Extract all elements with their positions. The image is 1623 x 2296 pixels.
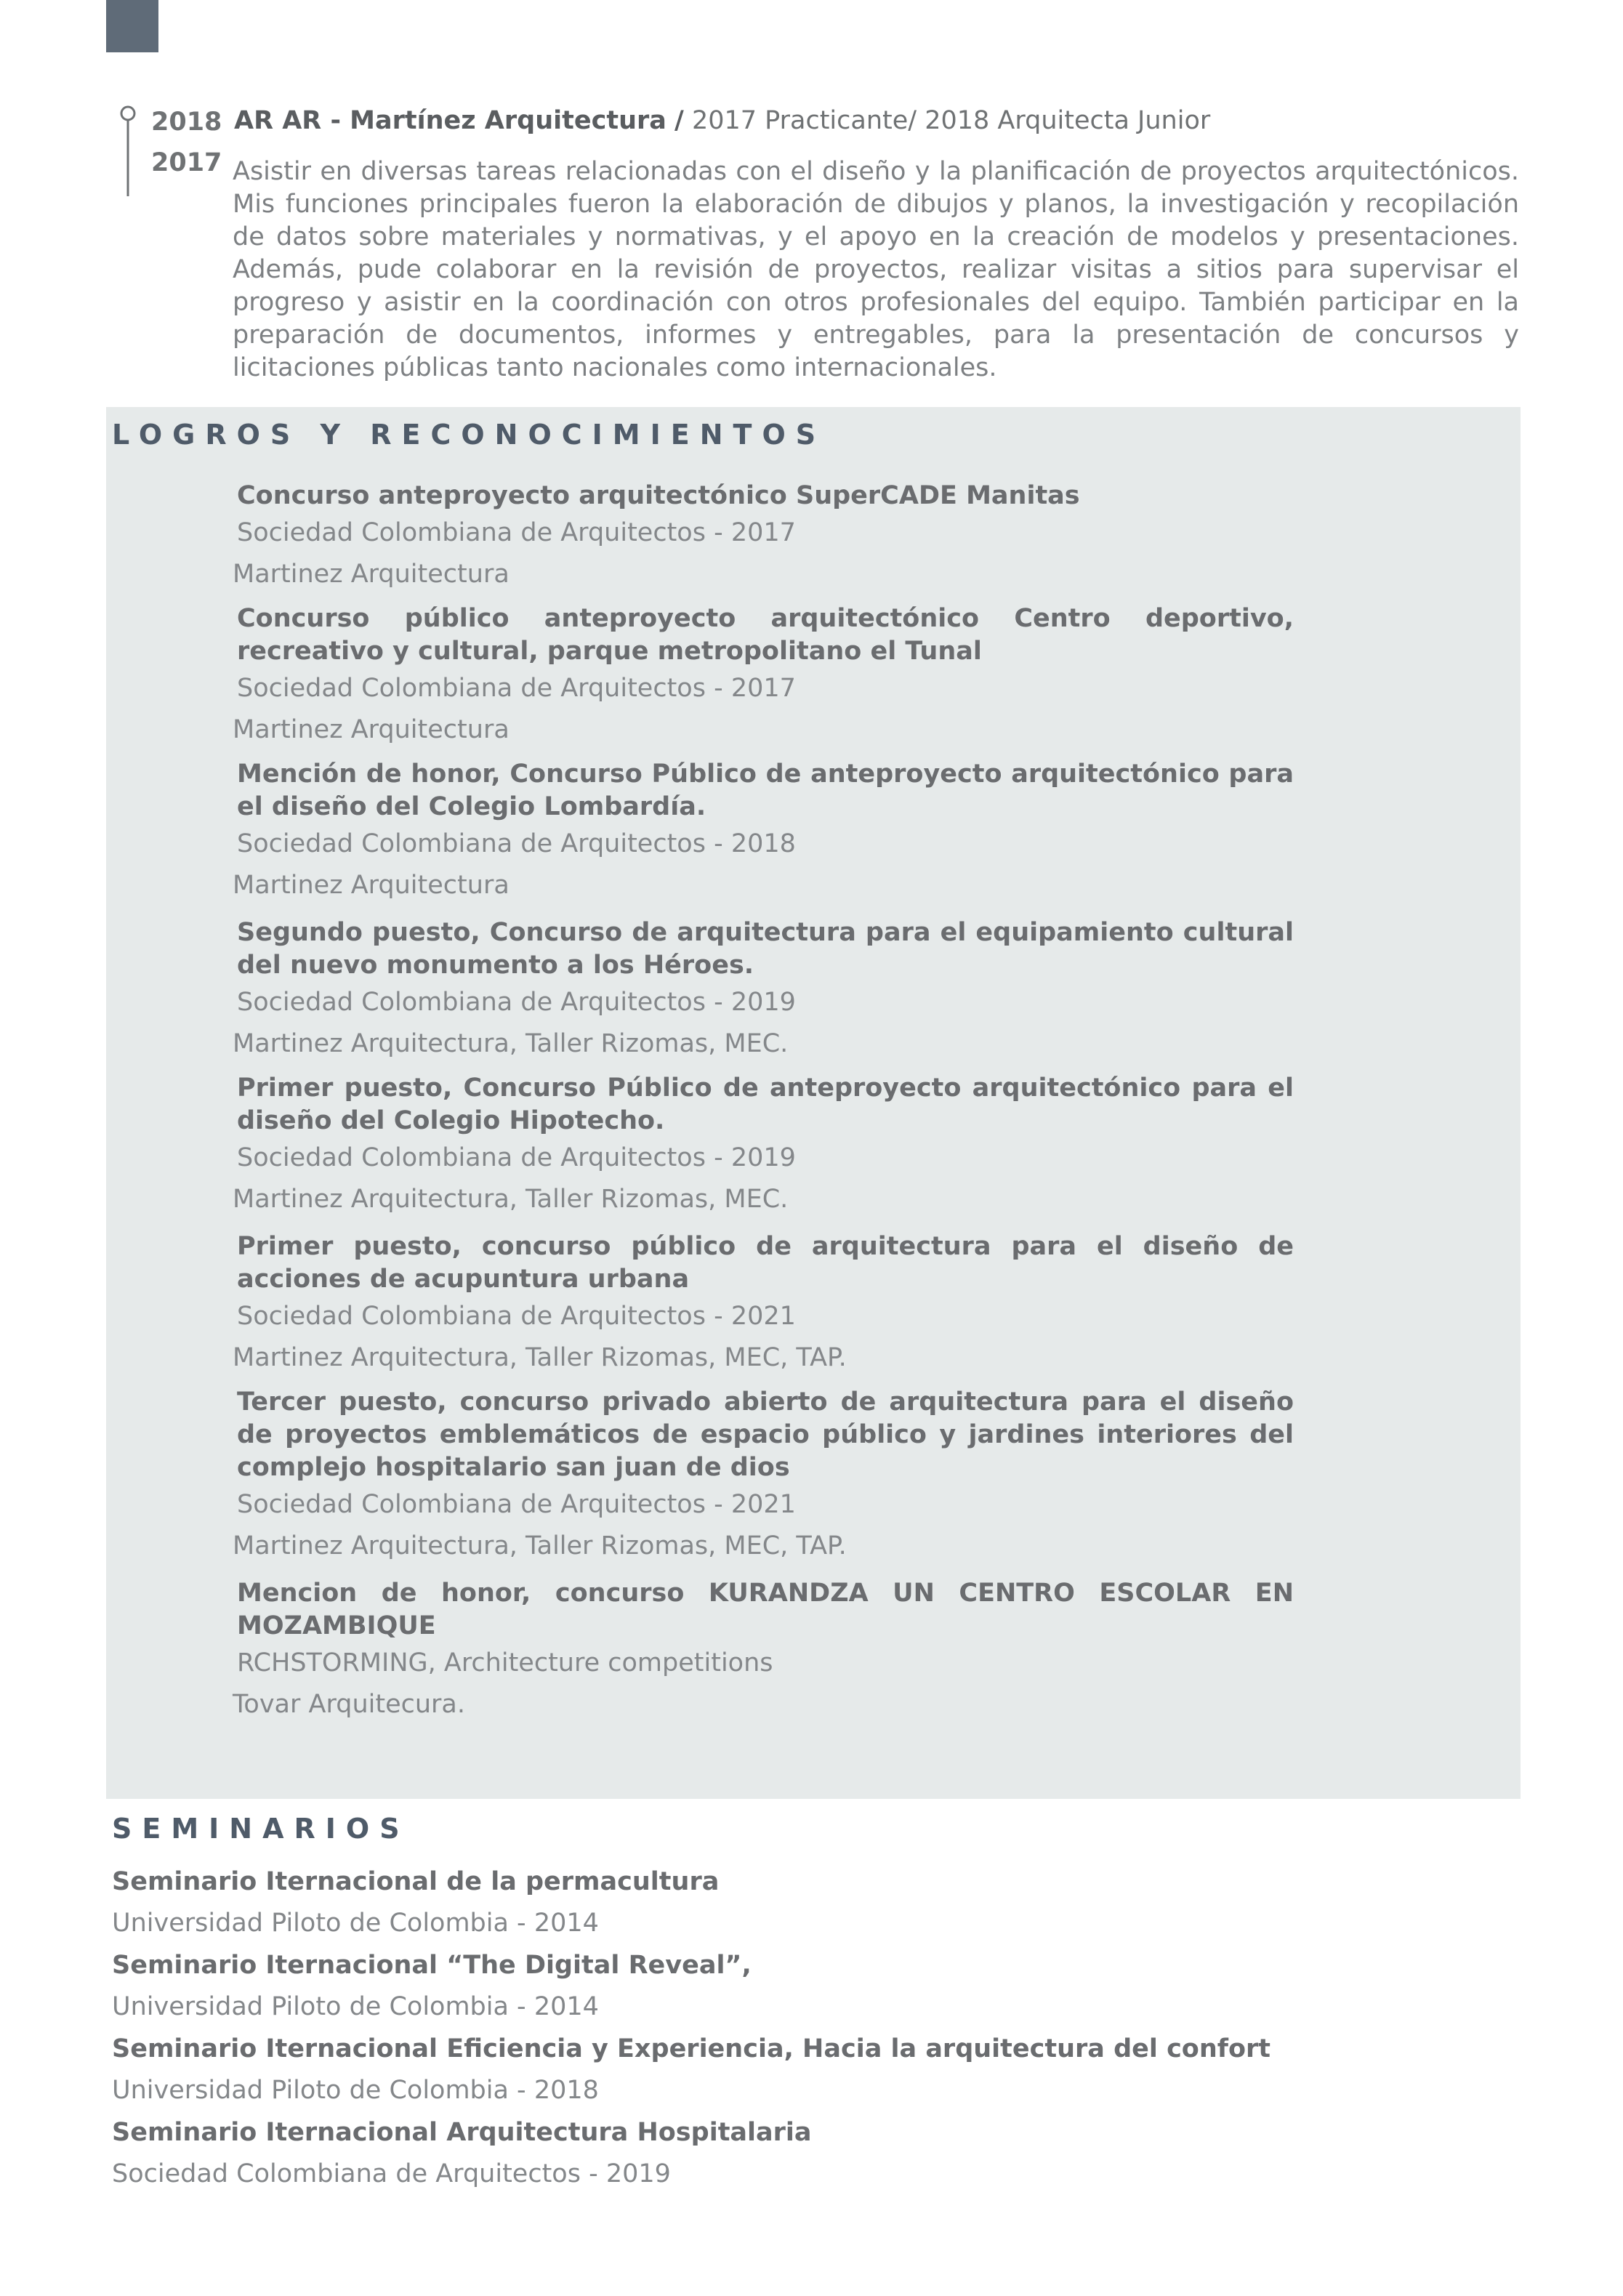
achievement-organization: Sociedad Colombiana de Arquitectos - 2021	[237, 1302, 796, 1331]
achievement-team: Martinez Arquitectura, Taller Rizomas, MEC.	[233, 1185, 789, 1214]
seminars-heading: SEMINARIOS	[112, 1813, 410, 1845]
achievement-title: Segundo puesto, Concurso de arquitectura para el equipamiento cultural del nuevo monumento a los Héroes.	[237, 918, 1294, 980]
achievement-organization: Sociedad Colombiana de Arquitectos - 2021	[237, 1490, 796, 1519]
seminar-title: Seminario Iternacional “The Digital Reveal”,	[112, 1951, 752, 1980]
experience-separator: /	[674, 106, 684, 135]
achievement-team: Martinez Arquitectura, Taller Rizomas, MEC.	[233, 1029, 789, 1058]
seminar-organization: Universidad Piloto de Colombia - 2018	[112, 2076, 599, 2105]
achievement-title: Primer puesto, Concurso Público de anteproyecto arquitectónico para el diseño del Colegio Hipotecho.	[237, 1074, 1294, 1135]
experience-description: Asistir en diversas tareas relacionadas con el diseño y la planificación de proyectos arquitectónicos. Mis funciones principales fueron la elaboración de dibujos y planos, la investigación y recopilación de datos sobre materiales y normativas, y el apoyo en la creación de modelos y presentaciones. Además, pude colaborar en la revisión de proyectos, realizar visitas a sitios para supervisar el progreso y asistir en la coordinación con otros profesionales del equipo. También participar en la preparación de documentos, informes y entregables, para la presentación de concursos y licitaciones públicas tanto nacionales como internacionales.	[233, 157, 1519, 382]
timeline-marker-icon	[119, 105, 137, 199]
seminar-organization: Sociedad Colombiana de Arquitectos - 2019	[112, 2159, 671, 2188]
achievement-item	[233, 917, 1294, 1065]
achievement-item	[233, 1577, 1294, 1725]
achievement-title: Primer puesto, concurso público de arquitectura para el diseño de acciones de acupuntura urbana	[237, 1232, 1294, 1294]
achievement-organization: Sociedad Colombiana de Arquitectos - 2017	[237, 674, 796, 703]
achievement-team: Martinez Arquitectura, Taller Rizomas, MEC, TAP.	[233, 1343, 847, 1372]
achievement-item	[233, 1386, 1294, 1567]
achievement-organization: Sociedad Colombiana de Arquitectos - 2019	[237, 1143, 796, 1172]
achievement-team: Tovar Arquitecura.	[233, 1690, 466, 1719]
seminar-item	[112, 2111, 1493, 2195]
corner-accent-square	[106, 0, 158, 52]
achievement-item	[233, 480, 1294, 595]
achievement-title: Tercer puesto, concurso privado abierto de arquitectura para el diseño de proyectos emblemáticos de espacio público y jardines interiores del complejo hospitalario san juan de dios	[237, 1387, 1294, 1482]
achievement-title: Concurso público anteproyecto arquitectónico Centro deportivo, recreativo y cultural, parque metropolitano el Tunal	[237, 604, 1294, 666]
seminars-list	[112, 1861, 1493, 2195]
seminar-title: Seminario Iternacional de la permacultura	[112, 1867, 720, 1896]
achievements-heading: LOGROS Y RECONOCIMIENTOS	[112, 419, 826, 451]
achievement-item	[233, 1072, 1294, 1220]
achievement-title: Concurso anteproyecto arquitectónico SuperCADE Manitas	[237, 481, 1080, 510]
seminar-organization: Universidad Piloto de Colombia - 2014	[112, 1992, 599, 2021]
achievement-organization: RCHSTORMING, Architecture competitions	[237, 1648, 773, 1677]
experience-title	[234, 102, 1210, 140]
seminar-item	[112, 1861, 1493, 1944]
achievement-organization: Sociedad Colombiana de Arquitectos - 2017	[237, 518, 796, 547]
seminar-organization: Universidad Piloto de Colombia - 2014	[112, 1909, 599, 1938]
seminar-title: Seminario Iternacional Eficiencia y Experiencia, Hacia la arquitectura del confort	[112, 2034, 1271, 2063]
achievement-organization: Sociedad Colombiana de Arquitectos - 2018	[237, 829, 796, 858]
achievement-team: Martinez Arquitectura	[233, 871, 510, 900]
achievements-list	[233, 480, 1294, 1733]
achievement-team: Martinez Arquitectura, Taller Rizomas, MEC, TAP.	[233, 1531, 847, 1560]
achievement-item	[233, 758, 1294, 906]
experience-role: 2017 Practicante/ 2018 Arquitecta Junior	[683, 106, 1211, 135]
achievement-team: Martinez Arquitectura	[233, 715, 510, 744]
achievement-item	[233, 603, 1294, 751]
experience-years	[151, 102, 222, 183]
experience-year-end: 2018	[151, 108, 222, 137]
seminar-item	[112, 2028, 1493, 2111]
achievement-team: Martinez Arquitectura	[233, 560, 510, 589]
seminar-item	[112, 1944, 1493, 2028]
achievement-item	[233, 1230, 1294, 1379]
experience-year-start: 2017	[151, 148, 222, 177]
achievement-organization: Sociedad Colombiana de Arquitectos - 2019	[237, 988, 796, 1017]
seminar-title: Seminario Iternacional Arquitectura Hospitalaria	[112, 2118, 812, 2147]
achievement-title: Mencion de honor, concurso KURANDZA UN CENTRO ESCOLAR EN MOZAMBIQUE	[237, 1579, 1294, 1640]
achievement-title: Mención de honor, Concurso Público de anteproyecto arquitectónico para el diseño del Colegio Lombardía.	[237, 760, 1294, 821]
experience-org: AR AR - Martínez Arquitectura	[234, 106, 666, 135]
